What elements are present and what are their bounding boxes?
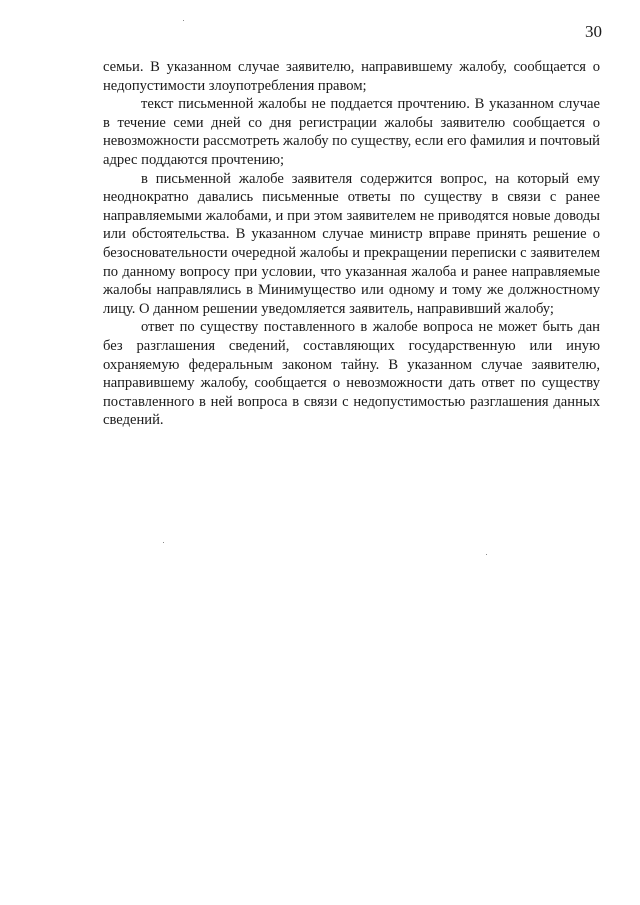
scan-speck bbox=[486, 554, 487, 555]
paragraph-3: в письменной жалобе заявителя содержится вопрос, на который ему неоднократно давались письменные ответы по существу в связи с ранее направляемыми жалобами, и при этом заявителем не приводятся новые доводы или обстоятельства. В указанном случае министр вправе принять решение о безосновательности очередной жалобы и прекращении переписки с заявителем по данному вопросу при условии, что указанная жалоба и ранее направляемые жалобы направлялись в Минимущество или одному и тому же должностному лицу. О данном решении уведомляется заявитель, направивший жалобу; bbox=[103, 170, 600, 317]
scan-speck bbox=[183, 20, 184, 21]
paragraph-4: ответ по существу поставленного в жалобе вопроса не может быть дан без разглашения сведений, составляющих государственную или иную охраняемую федеральным законом тайну. В указанном случае заявителю, направившему жалобу, сообщается о невозможности дать ответ по существу поставленного в ней вопроса в связи с недопустимостью разглашения данных сведений. bbox=[103, 319, 600, 429]
scan-speck bbox=[163, 542, 164, 543]
paragraph-2: текст письменной жалобы не поддается прочтению. В указанном случае в течение семи дней со дня регистрации жалобы заявителю сообщается о невозможности рассмотреть жалобу по существу, если его фамилия и почтовый адрес поддаются прочтению; bbox=[103, 96, 600, 168]
paragraph-1: семьи. В указанном случае заявителю, направившему жалобу, сообщается о недопустимости злоупотребления правом; bbox=[103, 59, 600, 94]
page-number: 30 bbox=[585, 22, 602, 41]
document-body bbox=[103, 58, 600, 430]
